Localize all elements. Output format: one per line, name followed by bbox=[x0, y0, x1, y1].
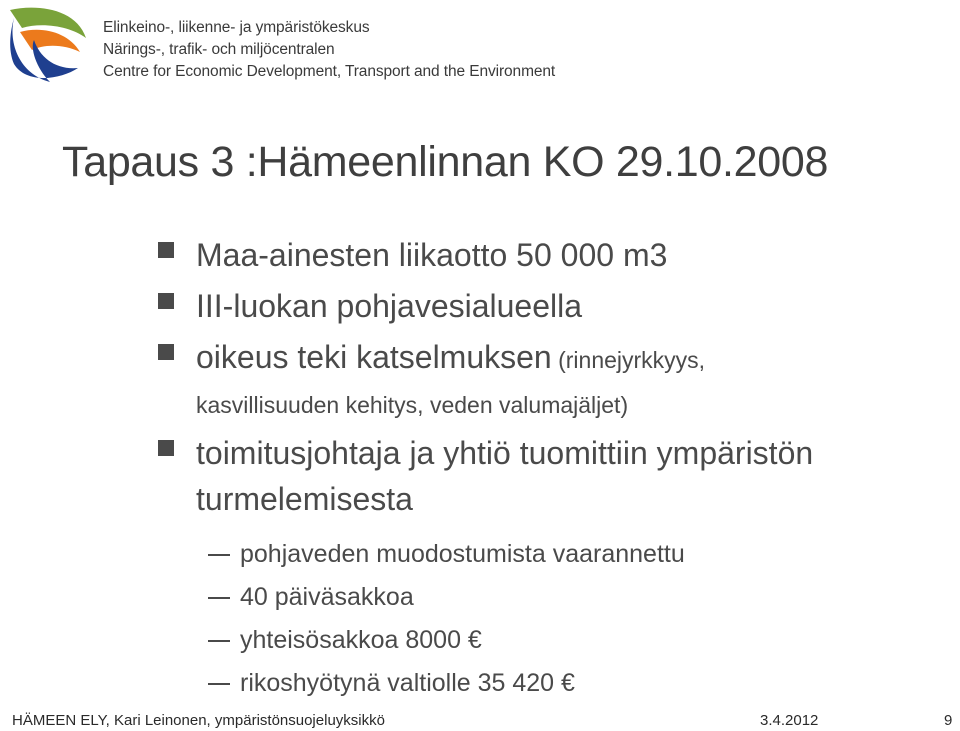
bullet-main-text: oikeus teki katselmuksen bbox=[196, 339, 552, 375]
dash-bullet-icon bbox=[208, 597, 230, 599]
footer-author: HÄMEEN ELY, Kari Leinonen, ympäristönsuojeluyksikkö bbox=[12, 712, 385, 729]
dash-bullet-icon bbox=[208, 640, 230, 642]
slide-title: Tapaus 3 :Hämeenlinnan KO 29.10.2008 bbox=[62, 138, 829, 186]
square-bullet-icon bbox=[158, 344, 174, 360]
page-number: 9 bbox=[944, 712, 953, 729]
square-bullet-icon bbox=[158, 440, 174, 456]
org-name-swedish: Närings-, trafik- och miljöcentralen bbox=[103, 41, 335, 58]
ely-centre-logo bbox=[6, 4, 88, 86]
organization-name bbox=[103, 17, 555, 83]
org-name-english: Centre for Economic Development, Transport and the Environment bbox=[103, 63, 556, 80]
footer-date: 3.4.2012 bbox=[760, 712, 819, 729]
square-bullet-icon bbox=[158, 293, 174, 309]
square-bullet-icon bbox=[158, 242, 174, 258]
dash-bullet-icon bbox=[208, 554, 230, 556]
logo-orange-leaf bbox=[20, 30, 80, 52]
dash-bullet-icon bbox=[208, 683, 230, 685]
bullet-detail-text: (rinnejyrkkyys, bbox=[551, 347, 706, 373]
org-name-finnish: Elinkeino-, liikenne- ja ympäristökeskus bbox=[103, 19, 370, 36]
